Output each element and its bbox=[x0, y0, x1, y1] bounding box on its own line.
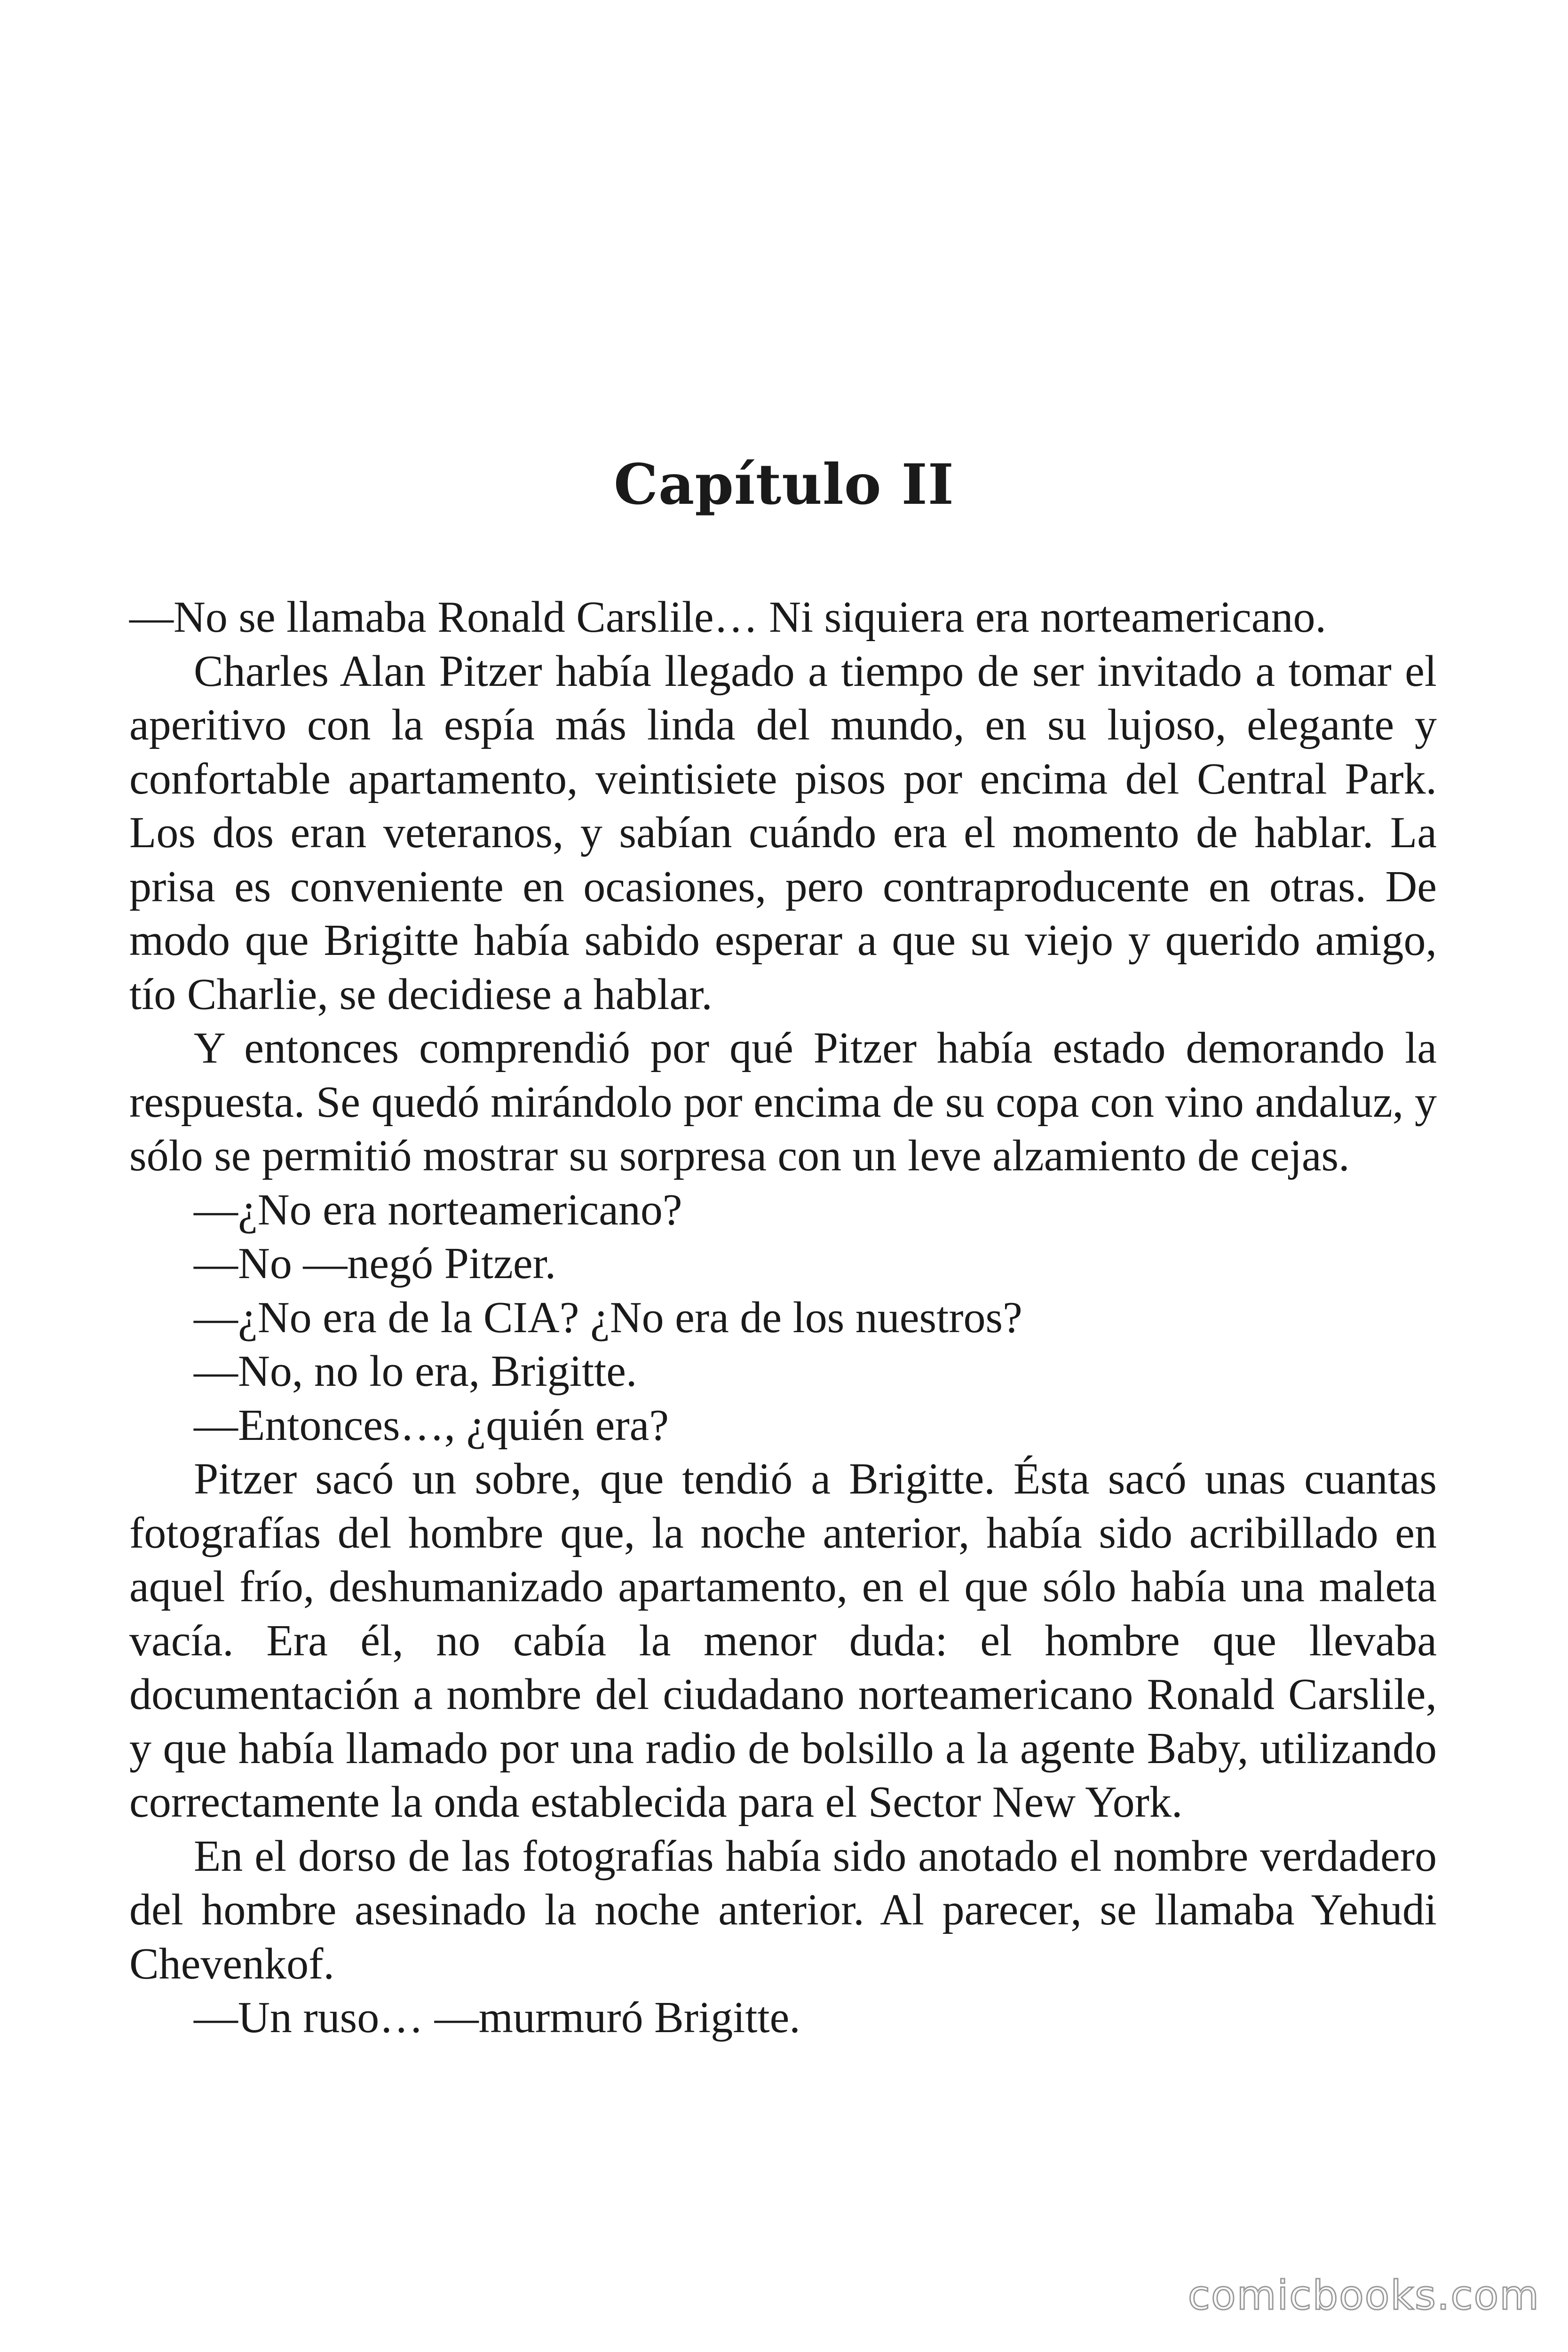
paragraph: Charles Alan Pitzer había llegado a tiempo de ser invitado a tomar el aperitivo con la espía más linda del mundo, en su lujoso, elegante y confortable apartamento, veintisiete pisos por encima del Central Park. Los dos eran veteranos, y sabían cuándo era el momento de hablar. La prisa es conveniente en ocasiones, pero contraproducente en otras. De modo que Brigitte había sabido esperar a que su viejo y querido amigo, tío Charlie, se decidiese a hablar. bbox=[129, 646, 1437, 1019]
dialogue-line: —Un ruso… —murmuró Brigitte. bbox=[194, 1993, 800, 2042]
paragraph: Pitzer sacó un sobre, que tendió a Brigitte. Ésta sacó unas cuantas fotografías del hombre que, la noche anterior, había sido acribillado en aquel frío, deshumanizado apartamento, en el que sólo había una maleta vacía. Era él, no cabía la menor duda: el hombre que llevaba documentación a nombre del ciudadano norteamericano Ronald Carslile, y que había llamado por una radio de bolsillo a la agente Baby, utilizando correctamente la onda establecida para el Sector New York. bbox=[129, 1454, 1437, 1827]
dialogue-line: —No —negó Pitzer. bbox=[194, 1239, 556, 1288]
paragraph: —No se llamaba Ronald Carslile… Ni siquiera era norteamericano. bbox=[129, 593, 1326, 642]
watermark: comicbooks.com bbox=[1188, 2272, 1540, 2319]
chapter-body bbox=[129, 590, 1437, 2045]
dialogue-line: —Entonces…, ¿quién era? bbox=[194, 1400, 669, 1450]
paragraph: En el dorso de las fotografías había sido anotado el nombre verdadero del hombre asesinado la noche anterior. Al parecer, se llamaba Yehudi Chevenkof. bbox=[129, 1831, 1437, 1988]
dialogue-line: —No, no lo era, Brigitte. bbox=[194, 1347, 637, 1396]
chapter-title: Capítulo II bbox=[613, 452, 954, 517]
paragraph: Y entonces comprendió por qué Pitzer había estado demorando la respuesta. Se quedó mirándolo por encima de su copa con vino andaluz, y sólo se permitió mostrar su sorpresa con un leve alzamiento de cejas. bbox=[129, 1024, 1437, 1180]
dialogue-line: —¿No era norteamericano? bbox=[194, 1185, 682, 1234]
dialogue-line: —¿No era de la CIA? ¿No era de los nuestros? bbox=[194, 1293, 1022, 1342]
